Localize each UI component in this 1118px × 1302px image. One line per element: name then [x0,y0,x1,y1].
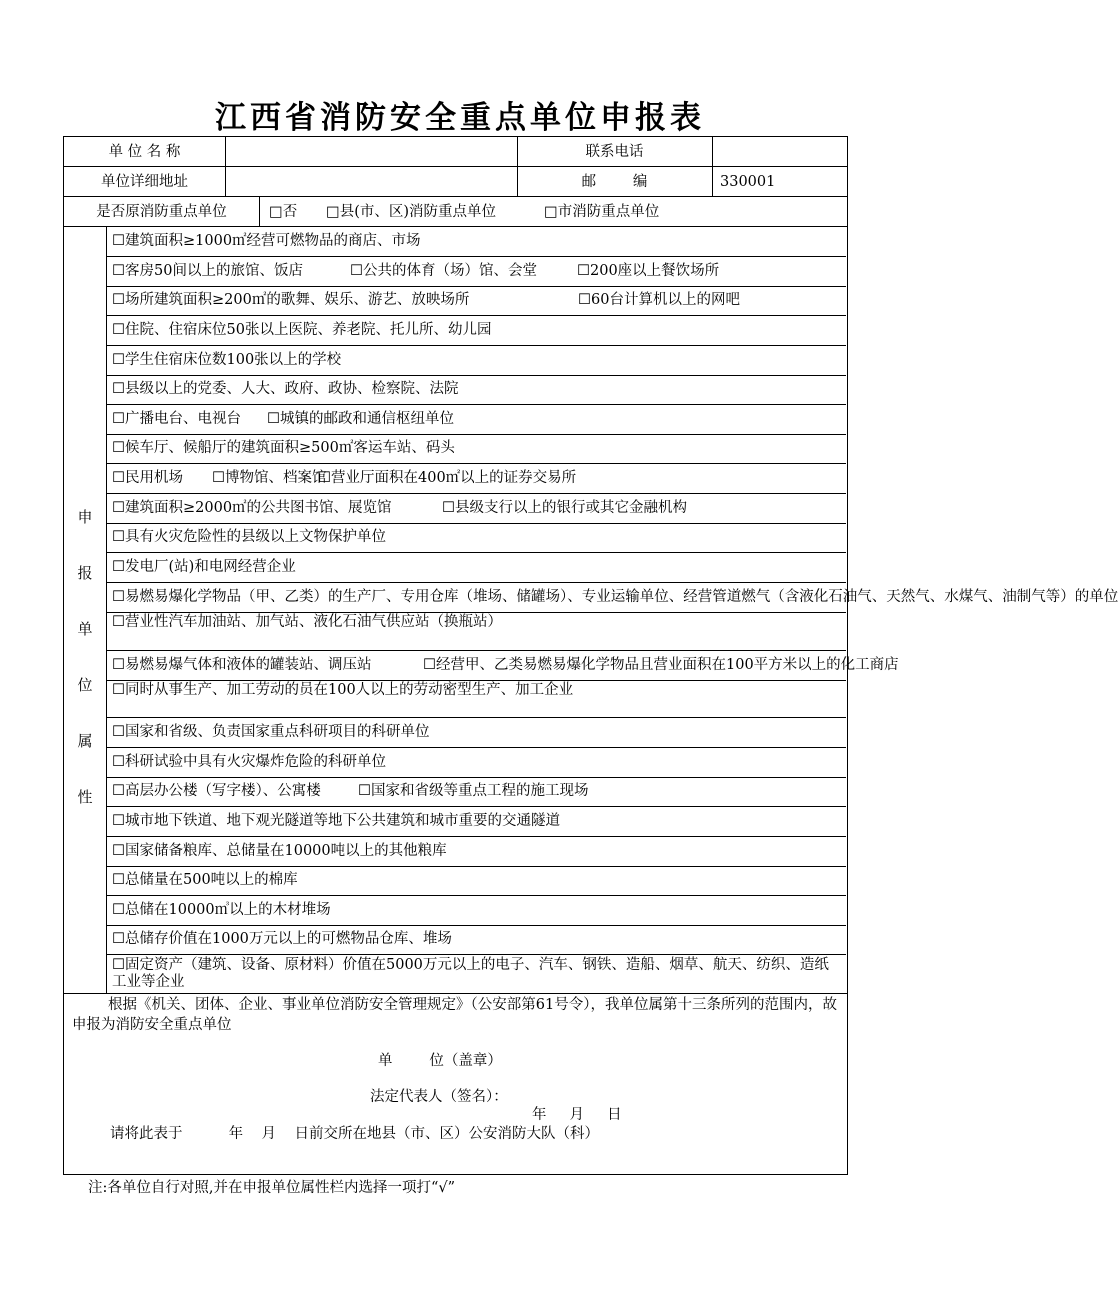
attribute-option[interactable]: ☐建筑面积≥2000㎡的公共图书馆、展览馆 [112,500,392,516]
attribute-option-row [112,589,1118,606]
submit-instruction: 请将此表于 年 月 日前交所在地县（市、区）公安消防大队（科） [110,1126,599,1142]
side-label-char: 申 [77,507,93,526]
original-key-county-option[interactable]: □县(市、区)消防重点单位 [326,204,497,220]
divider [712,137,713,196]
attribute-option[interactable]: ☐同时从事生产、加工劳动的员在100人以上的劳动密型生产、加工企业 [112,682,574,698]
side-label-char: 位 [77,675,93,694]
divider [106,463,846,464]
seal-label: 单 位（盖章） [378,1053,502,1069]
attribute-option[interactable]: ☐固定资产（建筑、设备、原材料）价值在5000万元以上的电子、汽车、钢铁、造船、烟草、航天、纺织、造纸工业等企业 [112,957,829,990]
divider [106,493,846,494]
attribute-option[interactable]: ☐公共的体育（场）馆、会堂 [350,263,537,279]
attribute-option[interactable]: ☐国家和省级、负责国家重点科研项目的科研单位 [112,724,430,740]
attribute-option[interactable]: ☐易燃易爆化学物品（甲、乙类）的生产厂、专用仓库（堆场、储罐场）、专业运输单位、经营管道燃气（含液化石油气、天然气、水煤气、油制气等）的单位 [112,589,1118,605]
divider [106,434,846,435]
attribute-side-label [64,227,106,1082]
divider [106,895,846,896]
attribute-option-row [112,902,842,919]
divider [106,582,846,583]
divider [106,866,846,867]
divider [106,836,846,837]
attribute-option[interactable]: ☐总储在10000㎥以上的木材堆场 [112,902,331,918]
divider [106,806,846,807]
divider [106,680,846,681]
attribute-option-row [112,724,842,741]
attribute-option[interactable]: ☐场所建筑面积≥200㎡的歌舞、娱乐、游艺、放映场所 [112,292,470,308]
attribute-option[interactable]: ☐广播电台、电视台 [112,411,241,427]
original-key-city-option[interactable]: □市消防重点单位 [544,204,660,220]
attribute-option[interactable]: ☐城市地下铁道、地下观光隧道等地下公共建筑和城市重要的交通隧道 [112,813,560,829]
attribute-option-row [112,657,899,674]
unit-name-label: 单 位 名 称 [108,144,181,160]
divider [64,166,847,167]
attribute-option[interactable]: ☐国家储备粮库、总储量在10000吨以上的其他粮库 [112,843,447,859]
side-label-char: 性 [77,787,93,806]
attribute-option[interactable]: ☐住院、住宿床位50张以上医院、养老院、托儿所、幼儿园 [112,322,492,338]
attribute-option-row [112,529,842,546]
attribute-option-row [112,614,842,631]
divider [64,196,847,197]
attribute-option-row [112,783,842,800]
attribute-option-row [112,411,842,428]
attribute-option[interactable]: ☐60台计算机以上的网吧 [578,292,740,308]
attribute-option[interactable]: ☐总储存价值在1000万元以上的可燃物品仓库、堆场 [112,931,452,947]
postcode-label: 邮 编 [581,174,648,190]
attribute-option[interactable]: ☐客房50间以上的旅馆、饭店 [112,263,303,279]
attribute-option-row [112,292,842,309]
declaration-text: 根据《机关、团体、企业、事业单位消防安全管理规定》（公安部第61号令），我单位属第十三条所列的范围内，故申报为消防安全重点单位 [72,997,837,1033]
attribute-option-row [112,931,842,948]
divider [106,404,846,405]
attribute-option[interactable]: ☐营业性汽车加油站、加气站、液化石油气供应站（换瓶站） [112,614,502,630]
divider [106,345,846,346]
date-label: 年 月 日 [532,1107,622,1123]
attribute-option-row [112,559,842,576]
attribute-option-row [112,813,842,830]
side-label-char: 单 [77,619,93,638]
attribute-option[interactable]: ☐学生住宿床位数100张以上的学校 [112,352,342,368]
page-title: 江西省消防安全重点单位申报表 [215,100,705,136]
application-form [63,136,1118,1175]
attribute-option[interactable]: ☐易燃易爆气体和液体的罐装站、调压站 [112,657,372,673]
attribute-option-row [112,843,842,860]
side-label-char: 报 [77,563,93,582]
postcode-field[interactable]: 330001 [720,174,776,190]
divider [106,552,846,553]
divider [106,286,846,287]
attribute-option[interactable]: ☐营业厅面积在400㎡以上的证券交易所 [318,470,577,486]
footnote: 注:各单位自行对照,并在申报单位属性栏内选择一项打“√” [88,1180,456,1196]
divider [106,747,846,748]
attribute-option[interactable]: ☐具有火灾危险性的县级以上文物保护单位 [112,529,386,545]
attribute-option[interactable]: ☐200座以上餐饮场所 [577,263,720,279]
address-label: 单位详细地址 [101,174,188,190]
divider [106,612,846,613]
attribute-option-row [112,470,842,487]
divider [106,717,846,718]
attribute-option[interactable]: ☐民用机场 [112,470,183,486]
divider [106,226,107,993]
attribute-option-row [112,872,842,889]
attribute-option[interactable]: ☐国家和省级等重点工程的施工现场 [358,783,589,799]
attribute-option-row [112,352,842,369]
attribute-option-row [112,754,842,771]
divider [259,196,260,226]
attribute-option[interactable]: ☐科研试验中具有火灾爆炸危险的科研单位 [112,754,386,770]
attribute-option-row [112,682,842,699]
attribute-option[interactable]: ☐总储量在500吨以上的棉库 [112,872,298,888]
attribute-option-row [112,957,842,991]
attribute-option[interactable]: ☐县级支行以上的银行或其它金融机构 [442,500,687,516]
attribute-option-row [112,500,842,517]
divider [225,137,226,196]
divider [106,925,846,926]
attribute-option-row [112,381,842,398]
attribute-option-row [112,322,842,339]
divider [106,954,846,955]
attribute-option[interactable]: ☐高层办公楼（写字楼）、公寓楼 [112,783,321,799]
original-key-no-option[interactable]: □否 [269,204,298,220]
attribute-option[interactable]: ☐县级以上的党委、人大、政府、政协、检察院、法院 [112,381,459,397]
attribute-option[interactable]: ☐经营甲、乙类易燃易爆化学物品且营业面积在100平方米以上的化工商店 [423,657,899,673]
divider [106,256,846,257]
divider [64,993,847,994]
phone-label: 联系电话 [585,144,644,160]
attribute-option[interactable]: ☐博物馆、档案馆 [212,470,327,486]
side-label-char: 属 [77,731,93,750]
divider [106,777,846,778]
divider [106,315,846,316]
attribute-option[interactable]: ☐建筑面积≥1000㎡经营可燃物品的商店、市场 [112,233,421,249]
attribute-option-row [112,440,842,457]
original-key-label: 是否原消防重点单位 [96,204,227,220]
divider [106,523,846,524]
divider [106,375,846,376]
attribute-option[interactable]: ☐发电厂(站)和电网经营企业 [112,559,296,575]
attribute-option[interactable]: ☐候车厅、候船厅的建筑面积≥500㎡客运车站、码头 [112,440,455,456]
divider [64,226,847,227]
attribute-option-row [112,263,842,280]
legal-rep-label: 法定代表人（签名）： [370,1089,508,1105]
attribute-option[interactable]: ☐城镇的邮政和通信枢纽单位 [267,411,454,427]
divider [106,650,846,651]
attribute-option-row [112,233,842,250]
